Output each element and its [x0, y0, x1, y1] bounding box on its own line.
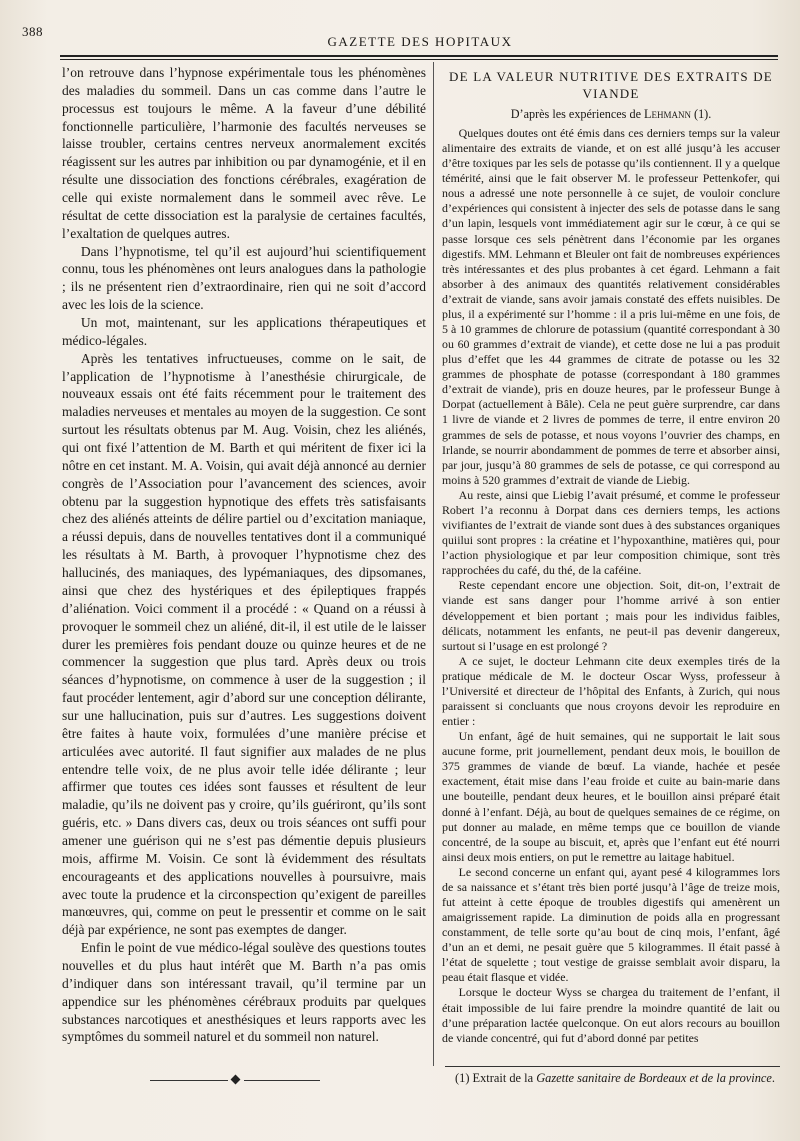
paragraph: Dans l’hypnotisme, tel qu’il est aujourd’hui scientifiquement connu, tous les phénomènes ont leurs analogues dans la pathologie ; ils ne présentent rien d’extraordinaire, rien qui ne soit d’accord avec les lois de la science. — [62, 243, 426, 313]
paragraph: Le second concerne un enfant qui, ayant pesé 4 kilogrammes lors de sa naissance et s’étant très bien porté jusqu’à l’âge de treize mois, fut atteint à cette époque de troubles digestifs qui amenèrent un amaigrissement rapide. La diminution de poids alla en progressant constamment, de telle sorte qu’au bout de cinq mois, l’enfant, âgé d’un an et demi, ne pesait guère que 5 kilogrammes. Il était passé à l’état de squelette ; tout vestige de graisse semblait avoir disparu, la peau était flasque et vidée. — [442, 864, 780, 985]
footnote-source: Gazette sanitaire de Bordeaux et de la province — [536, 1071, 772, 1085]
paragraph: A ce sujet, le docteur Lehmann cite deux exemples tirés de la pratique médicale de M. le docteur Oscar Wyss, professeur à l’Université et directeur de l’hôpital des Enfants, à Zurich, qui nous paraissent si concluants que nous croyons devoir les reproduire en entier : — [442, 653, 780, 729]
paragraph: Enfin le point de vue médico-légal soulève des questions toutes nouvelles et du plus haut intérêt que M. Barth n’a pas omis d’indiquer dans son intéressant travail, qu’il termine par un appendice sur les phénomènes cérébraux produits par quelques substances narcotiques et anesthésiques et leurs rapports avec les symptômes du sommeil naturel et du sommeil non naturel. — [62, 940, 426, 1045]
paragraph: Après les tentatives infructueuses, comme on le sait, de l’application de l’hypnotisme à l’anesthésie chirurgicale, de nouveaux essais ont été faits récemment pour le traitement des maladies nerveuses et mentales au moyen de la suggestion. Ce sont surtout les résultats obtenus par M. Aug. Voisin, chez les aliénés, qui ont fixé l’attention de M. Barth et qui méritent de fixer ici la nôtre en cet instant. M. A. Voisin, qui avait déjà annoncé au dernier congrès de l’Association pour l’avancement des sciences, avoir obtenu par la suggestion hypnotique des effets très satisfaisants chez des aliénés atteints de délire partiel ou d’excitation maniaque, a réussi depuis, dans de nouvelles tentatives dont il a communiqué les résultats à M. Barth, à provoquer l’hypnotisme chez des hallucinés, des maniaques, des lypémaniaques, des dipsomanes, ainsi que chez des hystériques et des épileptiques frappés d’aliénation. Voici comment il a procédé : « Quand on a réussi à provoquer le sommeil chez un aliéné, dit-il, il est utile de le laisser durer les premières fois pendant douze ou quinze heures et de ne commencer la suggestion que plus tard. Après deux ou trois séances d’hypnotisme, on commence à user de la suggestion ; il faut procéder lentement, agir d’abord sur une conception délirante, sur une hallucination, puis sur d’autres. Les suggestions doivent être faites à haute voix, formulées d’une manière précise et articulées avec autorité. Il faut signifier aux malades de ne plus entendre telle voix, de ne plus avoir telle idée délirante ; leur affirmer que toutes ces idées sont fausses et résultent de leur maladie, qu’ils ne doivent pas y croire, qu’ils guériront, qu’ils sont guéris, etc. » Dans divers cas, deux ou trois séances ont suffi pour amener une guérison qui ne s’est pas démentie depuis plusieurs mois, affirme M. Voisin. Ce sont là évidemment des résultats encourageants et des applications nouvelles à poursuivre, mais avec toute la prudence et la circonspection qu’exigent de pareilles manœuvres, qui, comme on peut le pressentir et comme on le sait déjà par expérience, ne sont pas exemptes de danger. — [62, 350, 426, 938]
header-rule — [60, 55, 778, 60]
paragraph: Reste cependant encore une objection. Soit, dit-on, l’extrait de viande est sans danger pour l’homme arrivé à son entier développement et bien portant ; mais pour les individus faibles, délicats, notamment les enfants, ne peut-il pas devenir dangereux, surtout si l’usage en est prolongé ? — [442, 578, 780, 653]
subtitle-author: Lehmann — [644, 107, 691, 121]
footnote-suffix: . — [771, 1071, 776, 1085]
journal-title: GAZETTE DES HOPITAUX — [327, 34, 513, 49]
paragraph: Au reste, ainsi que Liebig l’avait présumé, et comme le professeur Robert l’a reconnu à Dorpat dans ces derniers temps, les actions vivifiantes de l’extrait de viande sont dues à des substances organiques quiilui sont propres : la créatine et l’hypoxanthine, matières qui, pour l’action physiologique et par leur composition chimique, sont très rapprochées du café, du thé, de la caféine. — [442, 487, 780, 578]
subtitle-text: D’après les expériences de — [510, 107, 645, 121]
article-subtitle — [442, 106, 780, 122]
end-ornament — [150, 1076, 320, 1086]
paragraph: Quelques doutes ont été émis dans ces derniers temps sur la valeur alimentaire des extraits de viande, et on est allé jusqu’à les accuser d’être toxiques par les sels de potasse qu’ils contiennent. Il y a quelque témérité, ainsi que le fait observer M. le professeur Pettenkofer, qui nous a adressé une note personnelle à ce sujet, de vouloir conclure d’expériences qui consistent à injecter des sels de potasse dans le sang d’un lapin, lesquels vont immédiatement agir sur le cœur, à ce qui se passe lorsque ces sels pénètrent dans l’économie par les organes digestifs. MM. Lehmann et Bleuler ont fait de nombreuses expériences très intéressantes et des plus probantes à cet égard. Lehmann a fait absorber à des animaux des quantités relativement considérables d’extrait de viande, sans avoir jamais constaté des effets nuisibles. De plus, il a expérimenté sur l’homme : il a pris lui-même en une fois, de 5 à 10 grammes de chlorure de potassium (quantité correspondant à 30 ou 60 grammes d’extrait de viande), et cette dose ne lui a pas produit plus d’effet que les 44 grammes de citrate de potasse ou les 32 grammes de phosphate de potasse (correspondant à 180 grammes d’extrait de viande), pris en douze heures, par le professeur Bunge à Dorpat (actuellement à Bâle). Cela ne peut guère surprendre, car dans 1 livre de viande et 2 livres de pommes de terre, il entre environ 20 grammes de sels de potasse, et nous voyons l’ouvrier des champs, en Irlande, se nourrir abondamment de pommes de terre et absorber ainsi, par jour, jusqu’à 80 grammes de sels de potasse, ce qui correspond au moins à 520 grammes d’extrait de viande de Liebig. — [442, 126, 780, 487]
ornament-diamond — [231, 1075, 241, 1085]
footnote-rule — [445, 1066, 780, 1067]
right-column — [442, 64, 780, 1046]
paragraph: Un mot, maintenant, sur les applications thérapeutiques et médico-légales. — [62, 315, 426, 348]
footnote-prefix: (1) Extrait de la — [455, 1071, 537, 1085]
ornament-line-left — [150, 1080, 228, 1081]
page-number: 388 — [22, 24, 43, 39]
paragraph: l’on retrouve dans l’hypnose expérimentale tous les phénomènes des maladies du sommeil. Dans un cas comme dans l’autre le processus est toujours le même. A la faveur d’une débilité fonctionnelle particulière, l’harmonie des facultés nerveuses se laisse troubler, certains centres nerveux anormalement excités réagissent sur les autres par inhibition ou par dynamogénie, et il en résulte une dissociation des fonctions cérébrales, exagération de celle qui existe normalement dans le sommeil avec rêve. Le résultat de cette dissociation est la paralysie de certaines facultés, l’exaltation de quelques autres. — [62, 65, 426, 241]
footnote — [455, 1070, 780, 1086]
subtitle-footnote-ref: (1). — [690, 107, 712, 121]
article-title: DE LA VALEUR NUTRITIVE DES EXTRAITS DE VIANDE — [449, 69, 773, 101]
paragraph: Un enfant, âgé de huit semaines, qui ne supportait le lait sous aucune forme, prit journellement, pendant deux mois, le bouillon de 375 grammes de viande de bœuf. La viande, hachée et pesée exactement, était mise dans l’eau froide et cuite au bain-marie dans une bouteille, pendant deux heures, et le bouillon ainsi préparé était donné à l’enfant. Déjà, au bout de quelques semaines de ce régime, on put donner au malade, en même temps que ce bouillon de viande concentré, de la soupe au biscuit, et, après que l’enfant eut été nourri ainsi deux mois entiers, on put le remettre au laitage habituel. — [442, 729, 780, 864]
running-head — [60, 30, 780, 52]
left-column — [62, 64, 426, 1046]
ornament-line-right — [244, 1080, 320, 1081]
column-divider — [433, 62, 434, 1066]
paragraph: Lorsque le docteur Wyss se chargea du traitement de l’enfant, il était impossible de lui faire prendre la moindre quantité de lait ou d’une préparation lactée quelconque. On eut alors recours au bouillon de viande concentré, qui fut d’abord donné par petites — [442, 985, 780, 1045]
